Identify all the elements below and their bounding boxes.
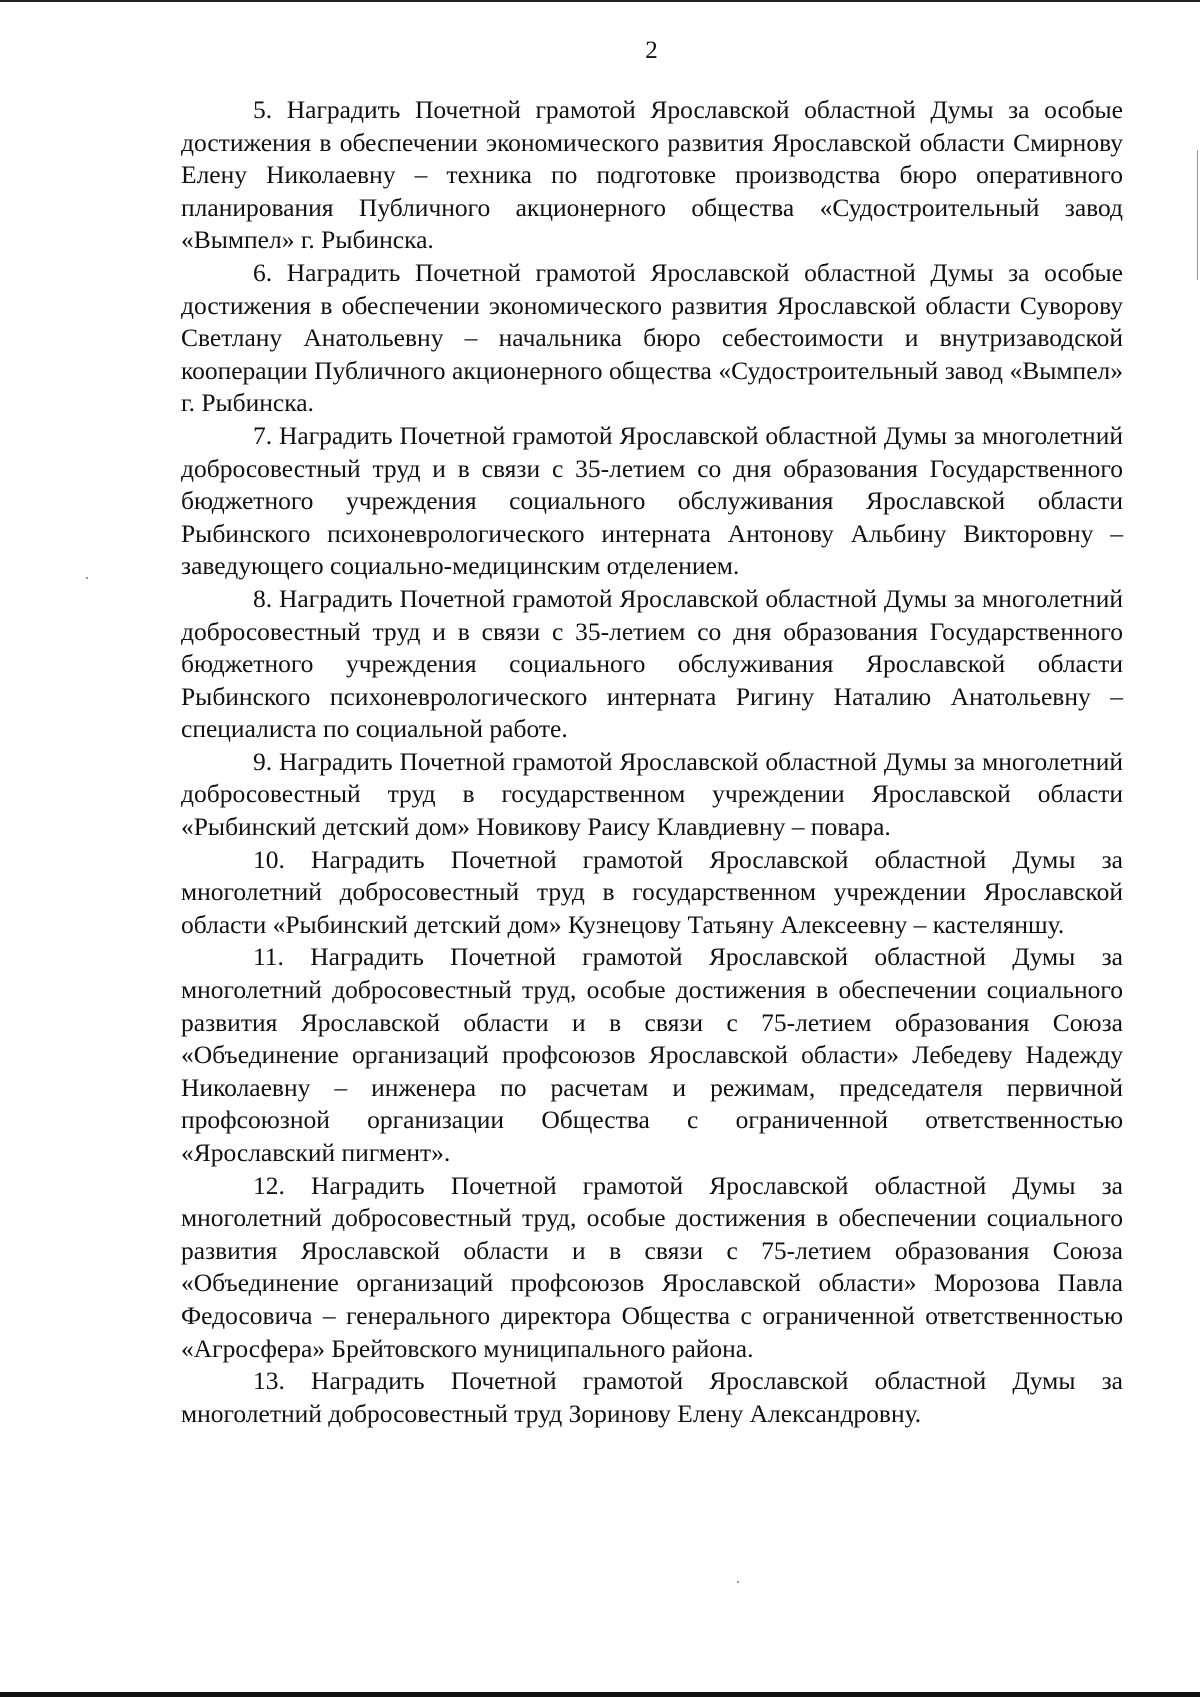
scan-right-edge-mark bbox=[1197, 150, 1198, 280]
scan-speck bbox=[737, 1581, 739, 1583]
award-item-13: 13. Наградить Почетной грамотой Ярославской областной Думы за многолетний добросовестный труд Зоринову Елену Александровну. bbox=[181, 1366, 1123, 1428]
page-number: 2 bbox=[645, 37, 658, 64]
award-item-9: 9. Наградить Почетной грамотой Ярославской областной Думы за многолетний добросовестный труд в государственном учреждении Ярославской области «Рыбинский детский дом» Новикову Раису Клавдиевну – повара. bbox=[181, 746, 1123, 842]
award-item-8: 8. Наградить Почетной грамотой Ярославской областной Думы за многолетний добросовестный труд и в связи с 35-летием со дня образования Государственного бюджетного учреждения социального обслуживания Ярославской области Рыбинского психоневрологического интерната Ригину Наталию Анатольевну – специалиста по социальной работе. bbox=[181, 583, 1123, 744]
scan-bottom-edge bbox=[0, 1692, 1200, 1697]
award-item-6: 6. Наградить Почетной грамотой Ярославской областной Думы за особые достижения в обеспечении экономического развития Ярославской области Суворову Светлану Анатольевну – начальника бюро себестоимости и внутризаводской кооперации Публичного акционерного общества «Судостроительный завод «Вымпел» г. Рыбинска. bbox=[181, 257, 1123, 418]
award-item-12: 12. Наградить Почетной грамотой Ярославской областной Думы за многолетний добросовестный труд, особые достижения в обеспечении социального развития Ярославской области и в связи с 75-летием образования Союза «Объединение организаций профсоюзов Ярославской области» Морозова Павла Федосовича – генерального директора Общества с ограниченной ответственностью «Агросфера» Брейтовского муниципального района. bbox=[181, 1170, 1123, 1363]
award-item-11: 11. Наградить Почетной грамотой Ярославской областной Думы за многолетний добросовестный труд, особые достижения в обеспечении социального развития Ярославской области и в связи с 75-летием образования Союза «Объединение организаций профсоюзов Ярославской области» Лебедеву Надежду Николаевну – инженера по расчетам и режимам, председателя первичной профсоюзной организации Общества с ограниченной ответственностью «Ярославский пигмент». bbox=[181, 942, 1123, 1167]
award-item-10: 10. Наградить Почетной грамотой Ярославской областной Думы за многолетний добросовестный труд в государственном учреждении Ярославской области «Рыбинский детский дом» Кузнецову Татьяну Алексеевну – кастеляншу. bbox=[181, 844, 1123, 939]
award-item-5: 5. Наградить Почетной грамотой Ярославской областной Думы за особые достижения в обеспечении экономического развития Ярославской области Смирнову Елену Николаевну – техника по подготовке производства бюро оперативного планирования Публичного акционерного общества «Судостроительный завод «Вымпел» г. Рыбинска. bbox=[181, 95, 1123, 255]
scan-speck bbox=[86, 577, 88, 579]
scan-top-edge bbox=[0, 0, 1200, 2]
document-body bbox=[181, 94, 1123, 1430]
award-item-7: 7. Наградить Почетной грамотой Ярославской областной Думы за многолетний добросовестный труд и в связи с 35-летием со дня образования Государственного бюджетного учреждения социального обслуживания Ярославской области Рыбинского психоневрологического интерната Антонову Альбину Викторовну – заведующего социально-медицинским отделением. bbox=[181, 420, 1123, 581]
